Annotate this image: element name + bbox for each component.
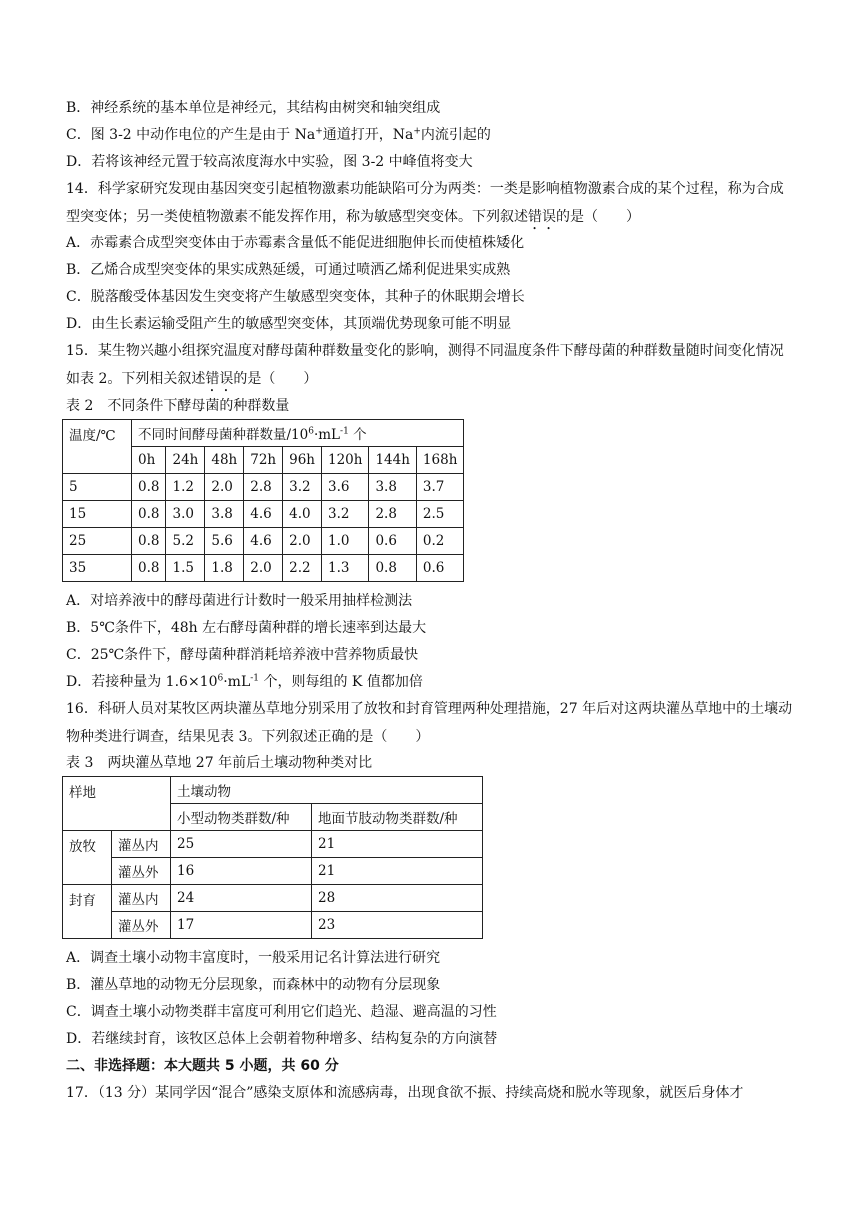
table2-header-sup: 6 (308, 426, 314, 437)
table-row (63, 885, 483, 912)
table2-cell: 0.8 (132, 501, 166, 528)
table2-time: 120h (321, 447, 368, 474)
q16-stem: 16．科研人员对某牧区两块灌丛草地分别采用了放牧和封育管理两种处理措施，27 年后对这两块灌丛草地中的土壤动物种类进行调查，结果见表 3。下列叙述正确的是（ ） (66, 701, 793, 745)
table2-time: 144h (369, 447, 416, 474)
table2-cell: 4.6 (244, 501, 283, 528)
table3-loc: 灌丛外 (112, 858, 171, 885)
q16-option-a: A．调查土壤小动物丰富度时，一般采用记名计算法进行研究 (66, 950, 441, 966)
table2-cell: 2.5 (416, 501, 463, 528)
table-row (63, 555, 464, 582)
table2-header-part2: ·mL (313, 427, 341, 443)
q13-option-b: B．神经系统的基本单位是神经元，其结构由树突和轴突组成 (66, 100, 441, 116)
table2-header-part3: 个 (348, 427, 367, 443)
q17-stem: 17．（13 分）某同学因“混合”感染支原体和流感病毒，出现食欲不振、持续高烧和脱水等现象，就医后身体才 (66, 1085, 744, 1101)
table2-cell: 2.8 (369, 501, 416, 528)
q15-stem-text: 15．某生物兴趣小组探究温度对酵母菌种群数量变化的影响，测得不同温度条件下酵母菌的种群数量随时间变化情况如表 2。下列相关叙述 (66, 343, 784, 387)
table3 (62, 776, 483, 939)
q15-option-d (66, 672, 423, 692)
table2-cell: 0.8 (132, 528, 166, 555)
table2-time: 48h (205, 447, 244, 474)
table2-cell: 0.6 (369, 528, 416, 555)
table2-header (132, 420, 464, 447)
q15d-part1: D．若接种量为 1.6×10 (66, 674, 218, 690)
table3-cell: 21 (312, 858, 483, 885)
table2-cell: 3.8 (205, 501, 244, 528)
table3-cell: 24 (171, 885, 312, 912)
table2-cell: 2.2 (283, 555, 322, 582)
table2-cell: 0.6 (416, 555, 463, 582)
table2-cell: 3.0 (166, 501, 205, 528)
table3-group: 放牧 (63, 831, 112, 885)
q15-emphasis: 错误 (205, 371, 234, 387)
q16-option-d: D．若继续封育，该牧区总体上会朝着物种增多、结构复杂的方向演替 (66, 1031, 498, 1047)
table3-header-row (63, 777, 483, 804)
table-row (63, 858, 483, 885)
q15-option-c: C．25℃条件下，酵母菌种群消耗培养液中营养物质最快 (66, 647, 419, 663)
q16-option-b: B．灌丛草地的动物无分层现象，而森林中的动物有分层现象 (66, 977, 441, 993)
q13c-sup1: + (315, 126, 323, 137)
table2-cell: 4.0 (283, 501, 322, 528)
q15d-part3: 个，则每组的 K 值都加倍 (259, 674, 423, 690)
q14-option-a: A．赤霉素合成型突变体由于赤霉素含量低不能促进细胞伸长而使植株矮化 (66, 235, 525, 251)
table2-time: 168h (416, 447, 463, 474)
q13c-part1: C．图 3-2 中动作电位的产生是由于 Na (66, 127, 316, 143)
table2-cell: 1.5 (166, 555, 205, 582)
table2-temp: 35 (63, 555, 132, 582)
table2-cell: 5.6 (205, 528, 244, 555)
table2-header-sup2: -1 (340, 426, 349, 437)
q15d-part2: ·mL (223, 674, 251, 690)
q14-stem-end: 的是（ ） (556, 209, 640, 225)
table-row (63, 501, 464, 528)
q15-option-a: A．对培养液中的酵母菌进行计数时一般采用抽样检测法 (66, 593, 413, 609)
q15-stem-end: 的是（ ） (233, 371, 318, 387)
table2-time: 96h (283, 447, 322, 474)
q14-stem-text: 14．科学家研究发现由基因突变引起植物激素功能缺陷可分为两类：一类是影响植物激素合成的某个过程，称为合成型突变体；另一类使植物激素不能发挥作用，称为敏感型突变体。下列叙述 (66, 181, 784, 225)
q14-emphasis: 错误 (528, 209, 556, 225)
table-row (63, 474, 464, 501)
table3-loc: 灌丛外 (112, 912, 171, 939)
q13c-part3: 内流引起的 (420, 127, 491, 143)
table2-time: 24h (166, 447, 205, 474)
table2-cell: 3.2 (321, 501, 368, 528)
q13c-sup2: + (413, 126, 421, 137)
table2-cell: 0.8 (132, 555, 166, 582)
table-row (63, 831, 483, 858)
table3-arthro-header: 地面节肢动物类群数/种 (312, 804, 483, 831)
table2-cell: 3.2 (283, 474, 322, 501)
table2-time: 0h (132, 447, 166, 474)
q15-option-b: B．5℃条件下，48h 左右酵母菌种群的增长速率到达最大 (66, 620, 427, 636)
table3-caption: 表 3 两块灌丛草地 27 年前后土壤动物种类对比 (66, 755, 373, 771)
table2-cell: 1.0 (321, 528, 368, 555)
table2-cell: 2.0 (244, 555, 283, 582)
table2-cell: 1.2 (166, 474, 205, 501)
table3-cell: 23 (312, 912, 483, 939)
table2-time: 72h (244, 447, 283, 474)
table3-loc: 灌丛内 (112, 831, 171, 858)
table3-cell: 28 (312, 885, 483, 912)
q13-option-c (66, 125, 491, 145)
q14-option-b: B．乙烯合成型突变体的果实成熟延缓，可通过喷洒乙烯利促进果实成熟 (66, 262, 511, 278)
table-row (63, 912, 483, 939)
table2-cell: 0.8 (132, 474, 166, 501)
q13c-part2: 通道打开，Na (322, 127, 414, 143)
table2-temp: 15 (63, 501, 132, 528)
table2-cell: 0.8 (369, 555, 416, 582)
q13-option-d: D．若将该神经元置于较高浓度海水中实验，图 3-2 中峰值将变大 (66, 154, 473, 170)
table3-cell: 21 (312, 831, 483, 858)
table3-soil-header: 土壤动物 (171, 777, 483, 804)
table2-header-part1: 不同时间酵母菌种群数量/10 (138, 427, 309, 443)
table2-cell: 2.8 (244, 474, 283, 501)
table3-cell: 16 (171, 858, 312, 885)
table2-cell: 3.7 (416, 474, 463, 501)
q15d-sup2: -1 (250, 673, 260, 684)
section-heading: 二、非选择题：本大题共 5 小题，共 60 分 (66, 1058, 339, 1074)
q14-option-c: C．脱落酸受体基因发生突变将产生敏感型突变体，其种子的休眠期会增长 (66, 289, 525, 305)
table2-corner: 温度/℃ (63, 420, 132, 474)
q15d-sup: 6 (217, 673, 224, 684)
table2-cell: 3.8 (369, 474, 416, 501)
table2-cell: 1.3 (321, 555, 368, 582)
table3-cell: 25 (171, 831, 312, 858)
table2-temp: 25 (63, 528, 132, 555)
table2-cell: 2.0 (205, 474, 244, 501)
table2-cell: 2.0 (283, 528, 322, 555)
table2-caption: 表 2 不同条件下酵母菌的种群数量 (66, 398, 290, 414)
table2-cell: 5.2 (166, 528, 205, 555)
table3-small-header: 小型动物类群数/种 (171, 804, 312, 831)
table2-cell: 1.8 (205, 555, 244, 582)
table3-loc: 灌丛内 (112, 885, 171, 912)
table-row (63, 528, 464, 555)
table3-group: 封育 (63, 885, 112, 939)
table2-cell: 3.6 (321, 474, 368, 501)
q14-stem (66, 175, 796, 233)
table2 (62, 419, 464, 582)
table3-site-header: 样地 (63, 777, 171, 831)
table2-temp: 5 (63, 474, 132, 501)
table2-cell: 4.6 (244, 528, 283, 555)
q16-option-c: C．调查土壤小动物类群丰富度可利用它们趋光、趋湿、避高温的习性 (66, 1004, 497, 1020)
table2-cell: 0.2 (416, 528, 463, 555)
q15-stem (66, 337, 796, 395)
table2-header-row (63, 420, 464, 447)
table3-cell: 17 (171, 912, 312, 939)
q14-option-d: D．由生长素运输受阻产生的敏感型突变体，其顶端优势现象可能不明显 (66, 316, 512, 332)
